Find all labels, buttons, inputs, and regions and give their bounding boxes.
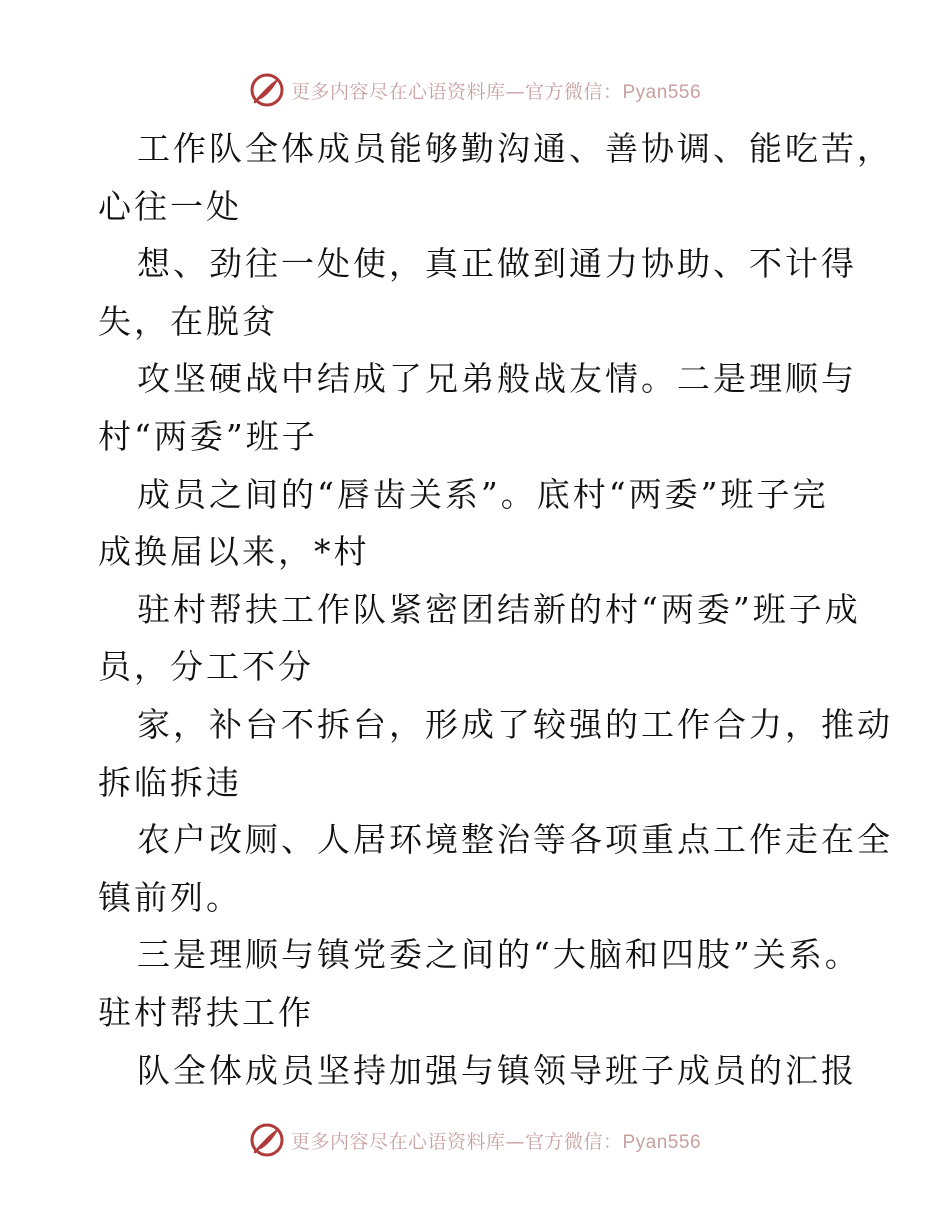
text-line-3: 想、劲往一处使，真正做到通力协助、不计得 bbox=[137, 244, 857, 284]
text-line-16: 驻村帮扶工作 bbox=[98, 992, 314, 1032]
header-site-text: 更多内容尽在心语资料库 bbox=[290, 80, 506, 103]
text-line-17: 队全体成员坚持加强与镇领导班子成员的汇报 bbox=[137, 1050, 857, 1090]
header-banner-text bbox=[291, 77, 701, 104]
feather-pen-logo-icon bbox=[249, 1122, 285, 1158]
header-wechat-id: Pyan556 bbox=[622, 81, 702, 103]
text-line-1: 工作队全体成员能够勤沟通、善协调、能吃苦， bbox=[137, 129, 893, 168]
text-line-7: 成员之间的“唇齿关系”。底村“两委”班子完 bbox=[137, 474, 829, 514]
text-line-13: 农户改厕、人居环境整治等各项重点工作走在全 bbox=[137, 820, 893, 860]
text-line-8: 成换届以来，*村 bbox=[98, 532, 370, 572]
footer-wechat-label: 官方微信： bbox=[524, 1130, 623, 1153]
text-line-11: 家，补台不拆台，形成了较强的工作合力，推动 bbox=[137, 704, 893, 744]
footer-site-text: 更多内容尽在心语资料库 bbox=[290, 1130, 506, 1153]
text-line-5: 攻坚硬战中结成了兄弟般战友情。二是理顺与 bbox=[137, 359, 857, 399]
document-body bbox=[98, 120, 893, 1099]
text-line-6: 村“两委”班子 bbox=[98, 416, 318, 456]
text-line-12: 拆临拆违 bbox=[98, 762, 242, 802]
footer-dash: — bbox=[505, 1130, 525, 1153]
text-line-15: 三是理顺与镇党委之间的“大脑和四肢”关系。 bbox=[137, 935, 861, 975]
footer-watermark-banner bbox=[0, 1120, 950, 1160]
text-line-14: 镇前列。 bbox=[98, 877, 242, 917]
header-watermark-banner bbox=[0, 70, 950, 110]
footer-banner-text bbox=[291, 1127, 701, 1154]
header-dash: — bbox=[505, 80, 525, 103]
text-line-9: 驻村帮扶工作队紧密团结新的村“两委”班子成 bbox=[137, 589, 861, 629]
text-line-10: 员，分工不分 bbox=[98, 647, 314, 687]
text-line-2: 心往一处 bbox=[98, 186, 242, 226]
header-wechat-label: 官方微信： bbox=[524, 80, 623, 103]
text-line-4: 失，在脱贫 bbox=[98, 301, 278, 341]
footer-wechat-id: Pyan556 bbox=[622, 1131, 702, 1153]
feather-pen-logo-icon bbox=[249, 72, 285, 108]
